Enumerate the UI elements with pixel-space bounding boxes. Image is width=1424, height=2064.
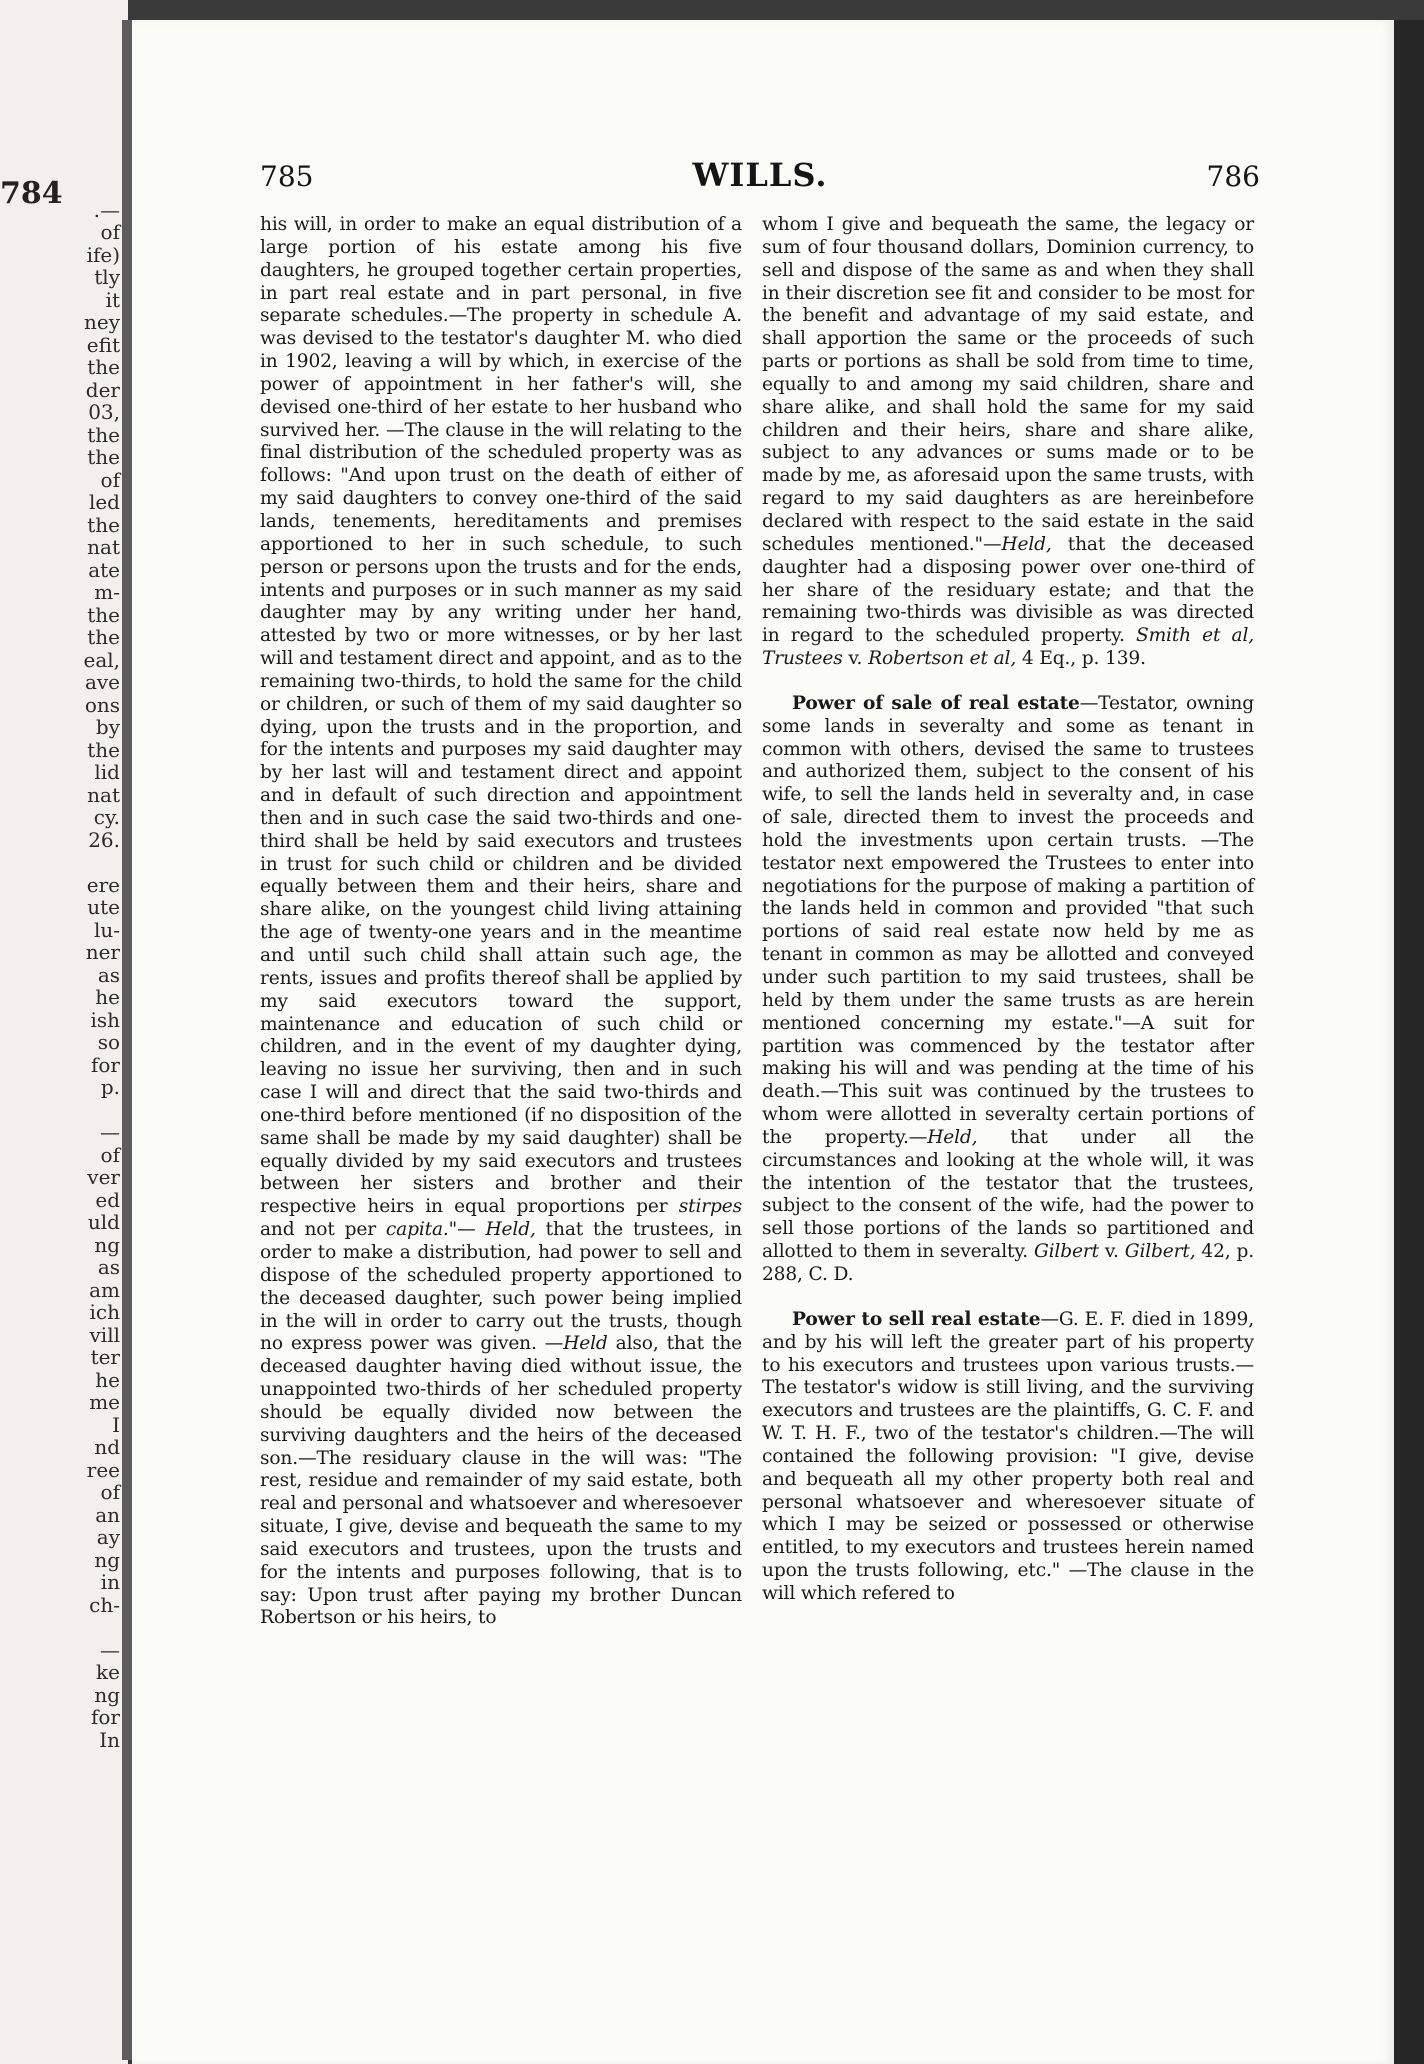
left-fragment-line: 03, — [88, 400, 120, 424]
left-fragment-line: lu- — [93, 917, 120, 942]
left-fragment-line: In — [99, 1727, 120, 1752]
right-column — [762, 214, 1254, 1606]
case-citation: Robertson et al, — [868, 648, 1017, 670]
left-fragment-line: uld — [87, 1210, 120, 1234]
left-fragment-line: ich — [89, 1300, 120, 1324]
left-fragment-line: I — [112, 1412, 120, 1437]
left-fragment-line: .— — [93, 197, 120, 222]
paragraph-continuation: his will, in order to make an equal distribution of a large portion of his estate among his five daughters, he grouped together certain properties, in part real estate and in part personal, in five separate schedules.—The property in schedule A. was devised to the testator's daughter M. who died in 1902, leaving a will by which, in exercise of the power of appointment in her father's will, she devised one-third of her estate to her husband who survived her. —The clause in the will relating to the final distribution of the scheduled property was as follows: "And upon trust on the death of either of my said daughters to convey one-third of the said lands, tenements, hereditaments and premises apportioned to her in such schedule, to such person or persons upon the trusts and for the ends, intents and purposes or in such manner as my said daughter may by any writing under her hand, attested by two or more witnesses, or by her last will and testament direct and appoint, and as to the remaining two-thirds, to hold the same for the child or children, or such of them of my said daughter so dying, upon the trusts and in the proportion, and for the intents and purposes my said daughter may by her last will and testament direct and appoint and in default of such direction and appointment then and in such case the said two-thirds and one-third shall be held by said executors and trustees in trust for such child or children and be divided equally between them and their heirs, share and share alike, on the youngest child living attaining the age of twenty-one years and in the meantime and until such child shall attain such age, the rents, issues and profits thereof shall be applied by my said executors toward the support, maintenance and education of such child or children, and in the event of my daughter dying, leaving no issue her surviving, then and in such case I will and direct that the said two-thirds and one-third before mentioned (if no disposition of the same shall be made by my said daughter) shall be equally divided by my said executors and trustees between her sisters and brother and their respective heirs in equal proportions per stirpes and not per capita."— Held, that the trustees, in order to make a distribution, had power to sell and dispose of the scheduled property apportioned to the deceased daughter, such power being implied in the will in order to carry out the trusts, though no express power was given. —Held also, that the deceased daughter having died without issue, the unappointed two-thirds of her scheduled property should be equally divided now between the surviving daughters and the heirs of the deceased son.—The residuary clause in the will was: "The rest, residue and remainder of my said estate, both real and personal and whatsoever and wheresoever situate, I give, devise and bequeath the same to my said executors and trustees, upon the trusts and for the intents and purposes following, that is to say: Upon trust after paying my brother Duncan Robertson or his heirs, to — [260, 214, 742, 1629]
left-fragment-line: eal, — [83, 647, 120, 672]
left-fragment-line: so — [97, 1030, 120, 1054]
left-fragment-line: ch- — [89, 1592, 120, 1617]
left-fragment-line: ter — [90, 1345, 120, 1369]
left-fragment-line: vill — [89, 1322, 120, 1347]
left-fragment-line: of — [100, 1480, 120, 1504]
left-fragment-line: ate — [88, 557, 120, 582]
left-fragment-line: led — [88, 490, 120, 514]
left-fragment-line: der — [85, 377, 120, 402]
left-fragment-line: nat — [87, 782, 120, 807]
paragraph-heading: Power of sale of real estate — [792, 692, 1080, 714]
paragraph-power-of-sale: Power of sale of real estate—Testator, owning some lands in severalty and some as tenant in common with others, devised the same to trustees and authorized them, subject to the consent of his wife, to sell the lands held in severalty and, in case of sale, directed them to invest the proceeds and hold the investments upon certain trusts. —The testator next empowered the Trustees to enter into negotiations for the purpose of making a partition of the lands held in common and provided "that such portions of said real estate now held by me as tenant in common as may be allotted and conveyed under such partition to my said trustees, shall be held by them under the same trusts as are herein mentioned concerning my estate."—A suit for partition was commenced by the testator after making his will and was pending at the time of his death.—This suit was continued by the trustees to whom were allotted in severalty certain portions of the property.—Held, that under all the circumstances and looking at the whole will, it was the intention of the testator that the trustees, subject to the consent of the wife, had the power to sell those portions of the lands so partitioned and allotted to them in severalty. Gilbert v. Gilbert, 42, p. 288, C. D. — [762, 692, 1255, 1285]
left-page-fragment — [0, 0, 128, 2064]
left-fragment-line: ere — [86, 872, 120, 897]
left-fragment-line: an — [95, 1502, 120, 1527]
left-fragment-line: for — [90, 1052, 120, 1077]
left-fragment-line: tly — [94, 265, 120, 289]
left-fragment-line: ay — [96, 1525, 120, 1549]
left-fragment-line — [60, 176, 120, 199]
left-fragment-line: m- — [94, 580, 120, 604]
left-fragment-line: ed — [95, 1187, 120, 1212]
page-edge-shadow — [1394, 20, 1424, 2064]
left-fragment-line: of — [100, 1142, 120, 1167]
left-fragment-line: ng — [94, 1682, 120, 1707]
held-label: Held, — [1001, 533, 1052, 555]
left-fragment-line: 26. — [88, 827, 120, 852]
held-label: Held, — [485, 1219, 536, 1241]
left-fragment-line: the — [87, 602, 120, 627]
left-fragment-line: ney — [83, 310, 120, 334]
left-fragment-line: ave — [84, 670, 120, 694]
left-fragment-line: me — [89, 1390, 120, 1414]
left-fragment-line: lid — [94, 760, 120, 784]
left-fragment-line: ng — [94, 1547, 120, 1572]
left-fragment-line: — — [100, 1120, 120, 1144]
running-title: WILLS. — [692, 156, 828, 194]
left-fragment-line: it — [105, 287, 120, 312]
left-fragment-line: he — [95, 1367, 120, 1392]
left-page-text-fragments — [60, 176, 120, 1751]
left-fragment-line: the — [87, 422, 120, 447]
left-fragment-line: ons — [84, 692, 120, 717]
left-fragment-line: the — [87, 512, 120, 537]
left-fragment-line: ife) — [86, 242, 120, 267]
case-citation: Gilbert — [1033, 1241, 1099, 1263]
paragraph-continuation: whom I give and bequeath the same, the legacy or sum of four thousand dollars, Dominion currency, to sell and dispose of the same as and when they shall in their discretion see fit and consider to be most for the benefit and advantage of my said estate, and shall apportion the same or the proceeds of such parts or portions as shall be sold from time to time, equally to and among my said children, share and share alike, and shall hold the same for my said children and their heirs, share and share alike, subject to any advances or sums made or to be made by me, as aforesaid upon the same trusts, with regard to my said daughters as are hereinbefore declared with respect to the said estate in the said schedules mentioned."—Held, that the deceased daughter had a disposing power over one-third of her share of the residuary estate; and that the remaining two-thirds was divisible as was directed in regard to the scheduled property. Smith et al, Trustees v. Robertson et al, 4 Eq., p. 139. — [762, 214, 1255, 670]
case-citation: Smith et al, Trustees — [762, 625, 1255, 670]
left-fragment-line: as — [97, 1255, 120, 1279]
paragraph-heading: Power to sell real estate — [792, 1308, 1041, 1330]
page-number-right: 786 — [1206, 160, 1260, 193]
left-fragment-line: nd — [94, 1435, 120, 1459]
left-column — [260, 214, 742, 1630]
left-fragment-line: p. — [100, 1075, 120, 1099]
held-label: Held — [563, 1333, 608, 1355]
left-fragment-line: ver — [87, 1165, 120, 1189]
left-fragment-line: ute — [87, 895, 120, 919]
left-fragment-line: nat — [87, 535, 120, 559]
left-fragment-line: ish — [90, 1007, 120, 1032]
left-fragment-line: of — [100, 220, 120, 244]
paragraph-power-to-sell: Power to sell real estate—G. E. F. died in 1899, and by his will left the greater part of his property to his executors and trustees upon various trusts.—The testator's widow is still living, and the surviving executors and trustees are the plaintiffs, G. C. F. and W. T. H. F., two of the testator's children.—The will contained the following provision: "I give, devise and bequeath all my other property both real and personal whatsoever and wheresoever situate of which I may be seized or possessed or otherwise entitled, to my executors and trustees herein named upon the trusts following, etc." —The clause in the will which refered to — [762, 1308, 1254, 1604]
left-fragment-line — [60, 1616, 120, 1639]
left-fragment-line: the — [87, 625, 120, 649]
left-fragment-line: the — [87, 737, 120, 762]
left-fragment-line: in — [100, 1570, 120, 1594]
left-fragment-line: efit — [86, 332, 120, 357]
case-citation: Gilbert, — [1124, 1241, 1196, 1263]
left-fragment-line: as — [97, 962, 120, 987]
left-fragment-line: for — [90, 1705, 120, 1729]
left-fragment-line: by — [95, 715, 120, 739]
left-fragment-line — [60, 1099, 120, 1122]
left-fragment-line: the — [87, 445, 120, 469]
left-fragment-line: ree — [86, 1457, 120, 1482]
left-fragment-line: cy. — [93, 805, 120, 829]
left-fragment-line — [60, 851, 120, 874]
left-fragment-line: he — [95, 985, 120, 1009]
held-label: Held, — [927, 1126, 978, 1148]
left-page-number: 784 — [0, 176, 63, 211]
left-fragment-line: ng — [94, 1232, 120, 1257]
running-header — [260, 156, 1260, 196]
left-fragment-line: ner — [85, 940, 120, 964]
page-number-left: 785 — [260, 160, 314, 193]
left-fragment-line: of — [100, 467, 120, 492]
left-fragment-line: — — [100, 1637, 120, 1662]
left-fragment-line: am — [89, 1277, 120, 1302]
left-fragment-line: ke — [96, 1660, 120, 1684]
left-fragment-line: the — [87, 355, 120, 379]
book-gutter — [122, 20, 132, 2060]
